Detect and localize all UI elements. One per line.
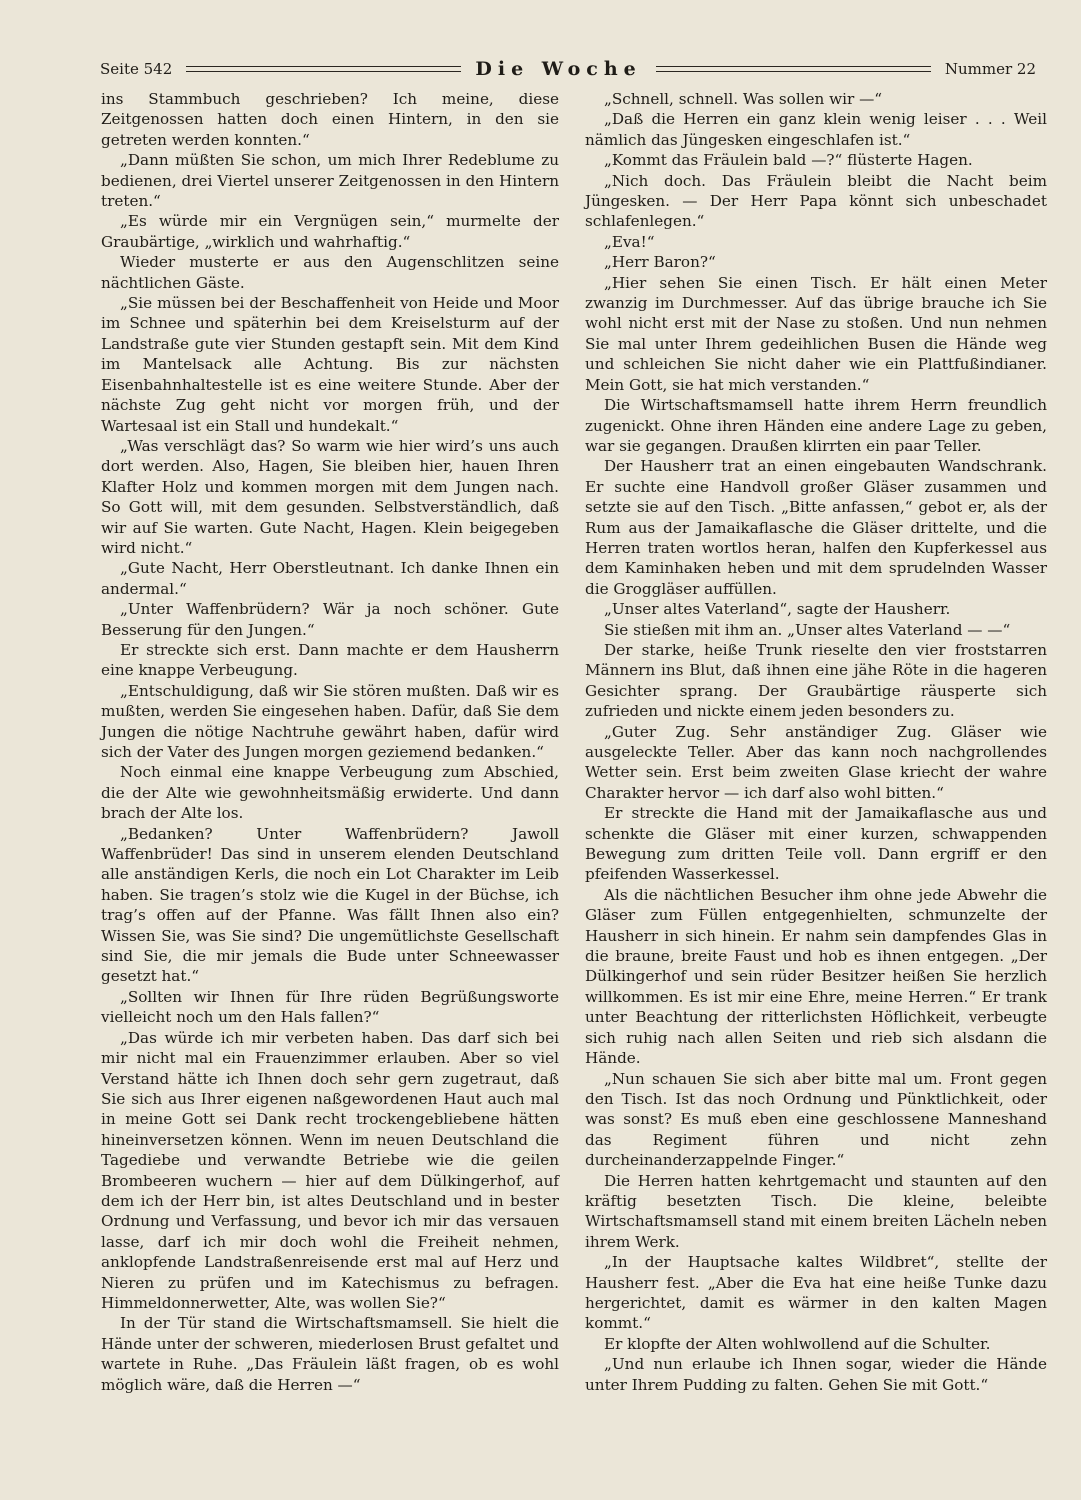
paragraph: Als die nächtlichen Besucher ihm ohne jede Abwehr die Gläser zum Füllen entgegenhielten, schmunzelte der Hausherr in sich hinein. Er nahm sein dampfendes Glas in die braune, breite Faust und hob es ihnen entgegen. „Der Dülkingerhof und sein rüder Besitzer heißen Sie herzlich willkommen. Es ist mir eine Ehre, meine Herren.“ Er trank unter Beachtung der ritterlichsten Höflichkeit, verbeugte sich ruhig nach allen Seiten und rieb sich alsdann die Hände. [585,885,1047,1068]
paragraph: „Sie müssen bei der Beschaffenheit von Heide und Moor im Schnee und späterhin bei dem Kreiselsturm auf der Landstraße gute vier Stunden gestapft sein. Mit dem Kind im Mantelsack alle Achtung. Bis zur nächsten Eisenbahnhaltestelle ist es eine weitere Stunde. Aber der nächste Zug geht nicht vor morgen früh, und der Wartesaal ist ein Stall und hundekalt.“ [101,294,559,435]
paragraph: „Unser altes Vaterland“, sagte der Hausherr. [604,600,951,619]
paragraph: ins Stammbuch geschrieben? Ich meine, diese Zeitgenossen hatten doch einen Hintern, in den sie getreten werden konnten.“ [101,90,559,149]
paragraph: Die Herren hatten kehrtgemacht und staunten auf den kräftig besetzten Tisch. Die kleine, beleibte Wirtschaftsmamsell stand mit einem breiten Lächeln neben ihrem Werk. [585,1171,1047,1251]
paragraph: Er streckte sich erst. Dann machte er dem Hausherrn eine knappe Verbeugung. [101,640,559,680]
paragraph: Die Wirtschaftsmamsell hatte ihrem Herrn freundlich zugenickt. Ohne ihren Händen eine andere Lage zu geben, war sie gegangen. Draußen klirrten ein paar Teller. [585,396,1047,455]
paragraph: „Eva!“ [604,232,655,251]
paragraph: „Herr Baron?“ [604,253,716,272]
paragraph: „In der Hauptsache kaltes Wildbret“, stellte der Hausherr fest. „Aber die Eva hat eine heiße Tunke dazu hergerichtet, damit es wärmer in den kalten Magen kommt.“ [585,1253,1047,1333]
header-rule-right [656,66,931,72]
paragraph: Noch einmal eine knappe Verbeugung zum Abschied, die der Alte wie gewohnheitsmäßig erwiderte. Und dann brach der Alte los. [101,763,559,823]
paragraph: „Sollten wir Ihnen für Ihre rüden Begrüßungsworte vielleicht noch um den Hals fallen?“ [101,987,559,1027]
paragraph: „Nun schauen Sie sich aber bitte mal um. Front gegen den Tisch. Ist das noch Ordnung und Pünktlichkeit, oder was sonst? Es muß eben eine geschlossene Manneshand das Regiment führen und nicht zehn durcheinanderzappelnde Finger.“ [585,1069,1047,1170]
masthead-title: Die Woche [475,58,642,80]
paragraph: „Kommt das Fräulein bald —?“ flüsterte Hagen. [604,151,973,170]
paragraph: „Es würde mir ein Vergnügen sein,“ murmelte der Graubärtige, „wirklich und wahrhaftig.“ [101,212,559,251]
paragraph: Er streckte die Hand mit der Jamaikaflasche aus und schenkte die Gläser mit einer kurzen, schwappenden Bewegung zum dritten Teile voll. Dann ergriff er den pfeifenden Wasserkessel. [585,804,1047,884]
paragraph: „Dann müßten Sie schon, um mich Ihrer Redeblume zu bedienen, drei Viertel unserer Zeitgenossen in den Hintern treten.“ [101,151,559,211]
paragraph: „Schnell, schnell. Was sollen wir —“ [604,90,883,108]
paragraph: Der starke, heiße Trunk rieselte den vier froststarren Männern ins Blut, daß ihnen eine jähe Röte in die hageren Gesichter sprang. Der Graubärtige räusperte sich zufrieden und nickte einem jeden besonders zu. [585,640,1047,721]
paragraph: „Das würde ich mir verbeten haben. Das darf sich bei mir nicht mal ein Frauenzimmer erlauben. Aber so viel Verstand hätte ich Ihnen doch sehr gern zugetraut, daß Sie sich aus Ihrer eigenen naßgewordenen Haut auch mal in meine Gott sei Dank recht trockengebliebene hätten hineinversetzen können. Wenn im neuen Deutschland die Tagediebe und verwandte Betriebe wie die geilen Brombeeren wuchern — hier auf dem Dülkingerhof, auf dem ich der Herr bin, ist altes Deutschland und in bester Ordnung und Verfassung, und bevor ich mir das versauen lasse, darf ich mir doch wohl die Freiheit nehmen, anklopfende Landstraßenreisende erst mal auf Herz und Nieren zu prüfen und im Katechismus zu befragen. Himmeldonnerwetter, Alte, was wollen Sie?“ [101,1028,559,1312]
paragraph: „Guter Zug. Sehr anständiger Zug. Gläser wie ausgeleckte Teller. Aber das kann noch nachgrollendes Wetter sein. Erst beim zweiten Glase kriecht der wahre Charakter hervor — ich darf also wohl bitten.“ [585,722,1047,802]
paragraph: Wieder musterte er aus den Augenschlitzen seine nächtlichen Gäste. [101,253,559,292]
right-column [585,89,1047,1395]
paragraph: „Daß die Herren ein ganz klein wenig leiser . . . Weil nämlich das Jüngesken eingeschlafen ist.“ [585,110,1047,149]
issue-number: Nummer 22 [944,60,1036,78]
paragraph: Sie stießen mit ihm an. „Unser altes Vaterland — —“ [604,620,1011,639]
paragraph: „Unter Waffenbrüdern? Wär ja noch schöner. Gute Besserung für den Jungen.“ [101,600,559,639]
page-number: Seite 542 [100,60,173,78]
paragraph: „Nich doch. Das Fräulein bleibt die Nacht beim Jüngesken. — Der Herr Papa könnt sich unbeschadet schlafenlegen.“ [585,171,1047,231]
left-column [101,89,559,1395]
paragraph: In der Tür stand die Wirtschaftsmamsell. Sie hielt die Hände unter der schweren, miederlosen Brust gefaltet und wartete in Ruhe. „Das Fräulein läßt fragen, ob es wohl möglich wäre, daß die Herren —“ [101,1314,559,1394]
paragraph: „Hier sehen Sie einen Tisch. Er hält einen Meter zwanzig im Durchmesser. Auf das übrige brauche ich Sie wohl nicht erst mit der Nase zu stoßen. Und nun nehmen Sie mal unter Ihrem gedeihlichen Busen die Hände weg und schleichen Sie nicht daher wie ein Plattfußindianer. Mein Gott, sie hat mich verstanden.“ [585,273,1047,394]
paragraph: „Und nun erlaube ich Ihnen sogar, wieder die Hände unter Ihrem Pudding zu falten. Gehen Sie mit Gott.“ [585,1355,1047,1394]
header-rule-left [186,66,461,72]
paragraph: „Bedanken? Unter Waffenbrüdern? Jawoll Waffenbrüder! Das sind in unserem elenden Deutschland alle anständigen Kerls, die noch ein Lot Charakter im Leib haben. Sie tragen’s stolz wie die Kugel in der Büchse, ich trag’s offen auf der Pfanne. Was fällt Ihnen also ein? Wissen Sie, was Sie sind? Die ungemütlichste Gesellschaft sind Sie, die mir jemals die Bude unter Schneewasser gesetzt hat.“ [101,824,559,986]
paragraph: „Gute Nacht, Herr Oberstleutnant. Ich danke Ihnen ein andermal.“ [101,559,559,598]
page-header [100,56,1036,82]
paragraph: Der Hausherr trat an einen eingebauten Wandschrank. Er suchte eine Handvoll großer Gläser zusammen und setzte sie auf den Tisch. „Bitte anfassen,“ gebot er, als der Rum aus der Jamaikaflasche die Gläser drittelte, und die Herren traten wortlos heran, halfen den Kupferkessel aus dem Kaminhaken heben und mit dem sprudelnden Wasser die Groggläser auffüllen. [585,457,1047,598]
paragraph: Er klopfte der Alten wohlwollend auf die Schulter. [604,1334,991,1353]
paragraph: „Was verschlägt das? So warm wie hier wird’s uns auch dort werden. Also, Hagen, Sie bleiben hier, hauen Ihren Klafter Holz und kommen morgen mit dem Jungen nach. So Gott will, mit dem gesunden. Selbstverständlich, daß wir auf Sie warten. Gute Nacht, Hagen. Klein beigegeben wird nicht.“ [101,436,559,557]
paragraph: „Entschuldigung, daß wir Sie stören mußten. Daß wir es mußten, werden Sie eingesehen haben. Dafür, daß Sie dem Jungen die nötige Nachtruhe gewährt haben, dafür wird sich der Vater des Jungen morgen geziemend bedanken.“ [101,681,559,761]
